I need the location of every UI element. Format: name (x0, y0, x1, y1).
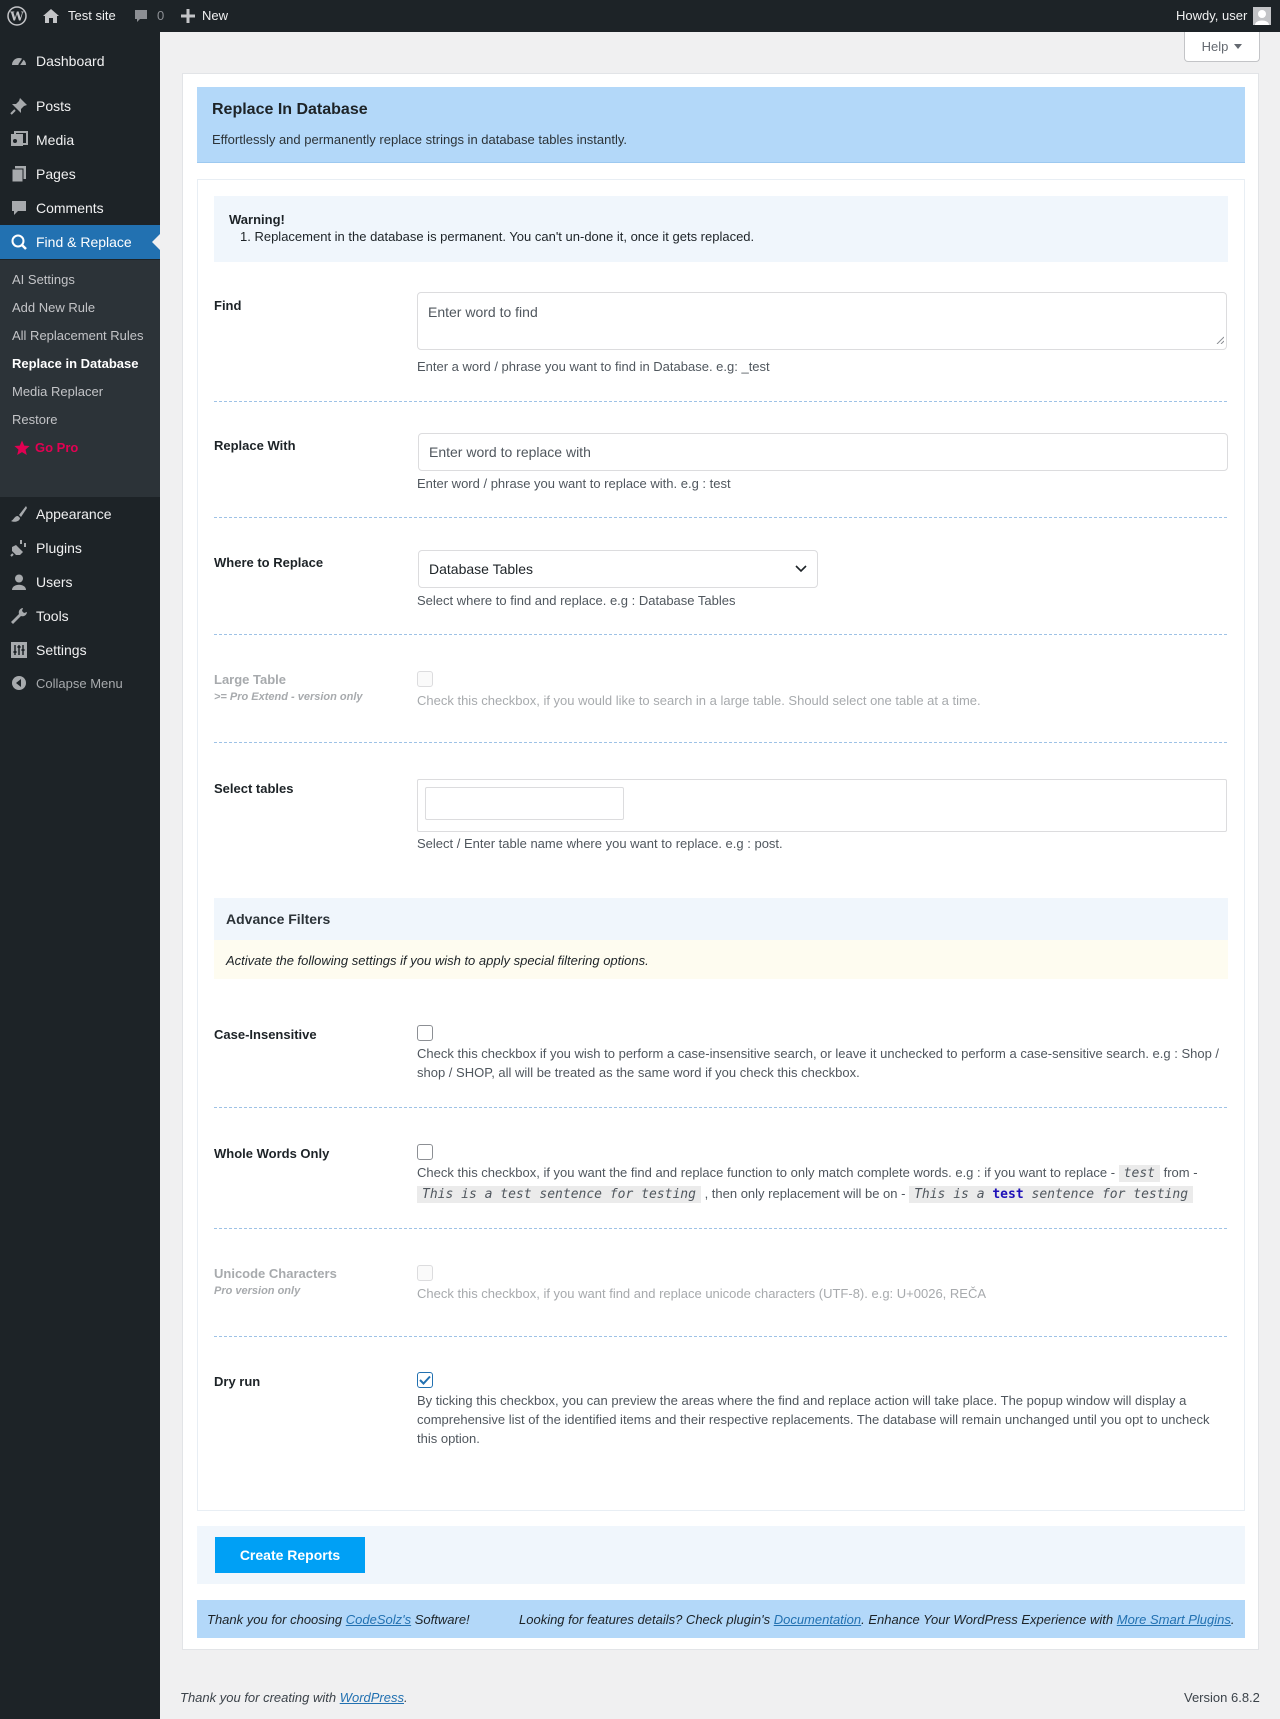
sidebar-item-dashboard[interactable]: Dashboard (0, 44, 160, 78)
current-menu-arrow (152, 234, 160, 250)
submenu-restore[interactable]: Restore (12, 412, 58, 427)
submenu-replace-in-database[interactable]: Replace in Database (12, 356, 139, 371)
thanks-left: Thank you for choosing CodeSolz's Software! (207, 1612, 470, 1627)
large-table-sublabel: >= Pro Extend - version only (214, 691, 363, 703)
large-table-label: Large Table (214, 672, 287, 687)
code-highlight: test (992, 1187, 1024, 1202)
avatar (1253, 7, 1271, 25)
sidebar-item-plugins[interactable]: Plugins (0, 531, 160, 565)
case-insensitive-description: Check this checkbox if you wish to perform a case-insensitive search, or leave it unchecked to perform a case-sensitive search. e.g : Shop / shop / SHOP, all will be treated as the same word if you check this checkbox. (417, 1046, 1220, 1080)
submenu-media-replacer[interactable]: Media Replacer (12, 384, 104, 399)
unicode-characters-description: Check this checkbox, if you want find and replace unicode characters (UTF-8). e.g: U+0026, REČA (417, 1286, 987, 1301)
site-home-link[interactable] (42, 0, 116, 32)
dry-run-label: Dry run (214, 1374, 261, 1389)
case-insensitive-checkbox[interactable] (417, 1025, 433, 1041)
select-tables-label: Select tables (214, 781, 294, 796)
sidebar-item-appearance[interactable]: Appearance (0, 497, 160, 531)
unicode-characters-checkbox[interactable] (417, 1265, 433, 1281)
large-table-checkbox[interactable] (417, 671, 433, 687)
sidebar-item-posts[interactable]: Posts (0, 89, 160, 123)
media-icon (0, 131, 36, 149)
replace-with-input[interactable] (418, 433, 1228, 471)
comments-link[interactable] (133, 0, 164, 32)
find-replace-submenu (0, 260, 160, 497)
divider (214, 1228, 1227, 1229)
sidebar-item-settings[interactable]: Settings (0, 633, 160, 667)
code-result: This is a test sentence for testing (909, 1186, 1193, 1203)
checkmark-icon (419, 1375, 431, 1385)
codesolz-link[interactable]: CodeSolz's (345, 1612, 412, 1627)
create-reports-button[interactable]: Create Reports (215, 1537, 365, 1573)
comment-icon (0, 199, 36, 217)
admin-bar (0, 0, 1280, 32)
where-to-replace-value: Database Tables (429, 561, 534, 577)
star-icon (14, 440, 30, 456)
site-name: Test site (68, 8, 116, 23)
footer-thanks: Thank you for creating with WordPress. (180, 1690, 408, 1705)
divider (214, 1336, 1227, 1337)
where-to-replace-label: Where to Replace (214, 555, 324, 570)
search-replace-icon (0, 233, 36, 251)
warning-box (214, 196, 1228, 262)
whole-words-desc-b: from - (1163, 1165, 1198, 1180)
submenu-ai-settings[interactable]: AI Settings (12, 272, 75, 287)
code-sentence: This is a test sentence for testing (417, 1186, 701, 1203)
dry-run-description: By ticking this checkbox, you can preview the areas where the find and replace action will take place. The popup window will display a comprehensive list of the identified items and their respective replacements. The database will remain unchanged until you opt to uncheck this option. (417, 1393, 1210, 1446)
page-header (197, 87, 1245, 163)
replace-with-label: Replace With (214, 438, 296, 453)
sidebar-item-users[interactable]: Users (0, 565, 160, 599)
pin-icon (0, 97, 36, 115)
howdy-text: Howdy, user (1176, 8, 1248, 23)
find-description: Enter a word / phrase you want to find in Database. e.g: _test (417, 359, 770, 374)
svg-text:W: W (10, 9, 24, 24)
plugin-icon (0, 539, 36, 557)
dry-run-checkbox[interactable] (417, 1372, 433, 1388)
find-label: Find (214, 298, 242, 313)
thanks-bar (197, 1600, 1245, 1638)
collapse-menu-button[interactable]: Collapse Menu (0, 666, 160, 700)
new-label: New (202, 8, 229, 23)
collapse-icon (0, 675, 36, 691)
comment-bubble-icon (133, 8, 149, 24)
actions-bar (197, 1526, 1245, 1584)
where-to-replace-select[interactable] (418, 550, 818, 588)
sidebar-item-comments[interactable]: Comments (0, 191, 160, 225)
pages-icon (0, 165, 36, 183)
home-icon (42, 8, 60, 24)
footer-version: Version 6.8.2 (1184, 1690, 1260, 1705)
admin-sidebar (0, 32, 160, 1719)
help-label: Help (1201, 39, 1229, 54)
thanks-right: Looking for features details? Check plugin's Documentation. Enhance Your WordPress Experience with More Smart Plugins. (519, 1612, 1235, 1627)
unicode-characters-sublabel: Pro version only (214, 1285, 301, 1297)
plus-icon (181, 9, 195, 23)
large-table-description: Check this checkbox, if you would like to search in a large table. Should select one table at a time. (417, 693, 981, 708)
sidebar-item-pages[interactable]: Pages (0, 157, 160, 191)
select-tables-description: Select / Enter table name where you want to replace. e.g : post. (417, 836, 783, 851)
page-subtitle: Effortlessly and permanently replace strings in database tables instantly. (212, 132, 628, 147)
advance-filters-header (214, 898, 1228, 940)
comments-count: 0 (157, 8, 165, 23)
brush-icon (0, 505, 36, 523)
code-test: test (1119, 1165, 1160, 1182)
warning-title: Warning! (229, 212, 285, 227)
select-tables-field[interactable] (417, 779, 1227, 832)
sidebar-item-media[interactable]: Media (0, 123, 160, 157)
user-account-link[interactable] (1176, 0, 1271, 32)
case-insensitive-label: Case-Insensitive (214, 1027, 317, 1042)
replace-with-description: Enter word / phrase you want to replace with. e.g : test (417, 476, 731, 491)
find-input[interactable] (417, 292, 1227, 350)
where-to-replace-description: Select where to find and replace. e.g : Database Tables (417, 593, 736, 608)
textarea-resize-handle-icon (1216, 331, 1224, 347)
find-placeholder: Enter word to find (428, 304, 538, 320)
chevron-down-icon (795, 565, 807, 573)
advance-filters-title: Advance Filters (226, 911, 331, 927)
settings-icon (0, 641, 36, 659)
submenu-add-new-rule[interactable]: Add New Rule (12, 300, 96, 315)
submenu-go-pro[interactable] (14, 438, 78, 458)
submenu-all-replacement-rules[interactable]: All Replacement Rules (12, 328, 144, 343)
divider (214, 742, 1227, 743)
wrench-icon (0, 607, 36, 625)
go-pro-label: Go Pro (35, 440, 79, 455)
divider (214, 1107, 1227, 1108)
advance-filters-note-text: Activate the following settings if you wish to apply special filtering options. (226, 953, 649, 968)
divider (214, 517, 1227, 518)
divider (214, 634, 1227, 635)
sidebar-item-tools[interactable]: Tools (0, 599, 160, 633)
whole-words-description (417, 1163, 1232, 1205)
replace-placeholder: Enter word to replace with (429, 444, 591, 460)
divider (214, 401, 1227, 402)
advance-filters-note (214, 940, 1228, 979)
documentation-link[interactable]: Documentation (773, 1612, 862, 1627)
user-icon (0, 573, 36, 591)
whole-words-checkbox[interactable] (417, 1144, 433, 1160)
table-search-input[interactable] (425, 787, 624, 820)
caret-down-icon (1234, 44, 1242, 49)
new-content-link[interactable] (181, 0, 228, 32)
whole-words-desc-c: , then only replacement will be on - (704, 1186, 906, 1201)
unicode-characters-label: Unicode Characters (214, 1266, 337, 1281)
wordpress-link[interactable]: WordPress (339, 1690, 404, 1705)
sidebar-item-find-replace[interactable]: Find & Replace (0, 225, 160, 259)
whole-words-desc-a: Check this checkbox, if you want the find and replace function to only match complete words. e.g : if you want to replace - (417, 1165, 1116, 1180)
dashboard-icon (0, 52, 36, 70)
help-tab-button[interactable] (1184, 32, 1260, 62)
whole-words-label: Whole Words Only (214, 1146, 330, 1161)
more-smart-plugins-link[interactable]: More Smart Plugins (1116, 1612, 1231, 1627)
warning-item: 1. Replacement in the database is permanent. You can't un-done it, once it gets replaced. (240, 229, 755, 244)
page-title: Replace In Database (212, 101, 368, 118)
wordpress-logo-icon[interactable] (7, 0, 27, 32)
